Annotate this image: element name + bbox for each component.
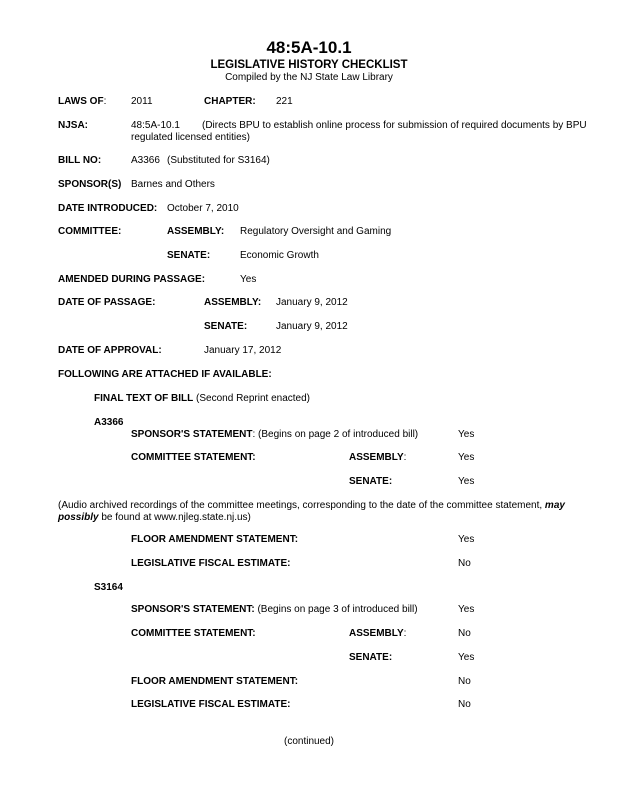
a3366-sponsor-value: Yes <box>458 429 475 440</box>
a3366-senate-label: SENATE: <box>349 476 393 487</box>
a3366-fiscal-value: No <box>458 558 471 569</box>
a3366-fiscal-label: LEGISLATIVE FISCAL ESTIMATE: <box>131 558 291 569</box>
s3164-assembly-label: ASSEMBLY: <box>349 628 407 639</box>
chapter-label: CHAPTER: <box>204 96 256 107</box>
amended-label: AMENDED DURING PASSAGE: <box>58 274 206 285</box>
bill-no-value: A3366 <box>131 155 160 166</box>
continued-footer: (continued) <box>283 736 335 747</box>
compiled-by: Compiled by the NJ State Law Library <box>225 72 393 83</box>
s3164-fiscal-value: No <box>458 699 471 710</box>
a3366-committee-label: COMMITTEE STATEMENT: <box>131 452 256 463</box>
approval-label: DATE OF APPROVAL: <box>58 345 162 356</box>
audio-note: (Audio archived recordings of the committee meetings, corresponding to the date of the committee statement, may possibly be found at www.njleg.state.nj.us) <box>58 500 565 523</box>
s3164-sponsor-statement: SPONSOR'S STATEMENT: (Begins on page 3 of introduced bill) <box>131 604 418 615</box>
laws-of-value: 2011 <box>131 96 153 107</box>
a3366-senate-value: Yes <box>458 476 475 487</box>
sponsors-value: Barnes and Others <box>131 179 215 190</box>
s3164-committee-label: COMMITTEE STATEMENT: <box>131 628 256 639</box>
committee-senate-value: Economic Growth <box>240 250 319 261</box>
a3366-floor-value: Yes <box>458 534 475 545</box>
s3164-heading: S3164 <box>94 582 123 593</box>
s3164-senate-value: Yes <box>458 652 475 663</box>
final-text-line: FINAL TEXT OF BILL (Second Reprint enacted) <box>94 393 311 404</box>
passage-senate-label: SENATE: <box>204 321 248 332</box>
date-introduced-label: DATE INTRODUCED: <box>58 203 158 214</box>
njsa-value: 48:5A-10.1 <box>131 120 180 131</box>
sponsors-label: SPONSOR(S) <box>58 179 122 190</box>
passage-assembly-value: January 9, 2012 <box>276 297 348 308</box>
s3164-fiscal-label: LEGISLATIVE FISCAL ESTIMATE: <box>131 699 291 710</box>
passage-senate-value: January 9, 2012 <box>276 321 348 332</box>
attached-heading: FOLLOWING ARE ATTACHED IF AVAILABLE: <box>58 369 272 380</box>
a3366-heading: A3366 <box>94 417 124 428</box>
s3164-senate-label: SENATE: <box>349 652 393 663</box>
passage-label: DATE OF PASSAGE: <box>58 297 156 308</box>
a3366-assembly-label: ASSEMBLY: <box>349 452 407 463</box>
s3164-floor-label: FLOOR AMENDMENT STATEMENT: <box>131 676 299 687</box>
date-introduced-value: October 7, 2010 <box>167 203 239 214</box>
s3164-assembly-value: No <box>458 628 471 639</box>
citation-title: 48:5A-10.1 <box>266 38 352 57</box>
a3366-floor-label: FLOOR AMENDMENT STATEMENT: <box>131 534 299 545</box>
a3366-sponsor-statement: SPONSOR'S STATEMENT: (Begins on page 2 of introduced bill) <box>131 429 419 440</box>
njsa-description: (Directs BPU to establish online process for submission of required documents by BPU regulated licensed entities) <box>131 120 587 143</box>
bill-no-note: (Substituted for S3164) <box>167 155 270 166</box>
laws-of-label: LAWS OF: <box>58 96 107 107</box>
s3164-floor-value: No <box>458 676 471 687</box>
committee-assembly-value: Regulatory Oversight and Gaming <box>240 226 392 237</box>
passage-assembly-label: ASSEMBLY: <box>204 297 262 308</box>
approval-value: January 17, 2012 <box>204 345 282 356</box>
checklist-title: LEGISLATIVE HISTORY CHECKLIST <box>210 59 408 71</box>
amended-value: Yes <box>240 274 257 285</box>
bill-no-label: BILL NO: <box>58 155 102 166</box>
committee-label: COMMITTEE: <box>58 226 122 237</box>
njsa-label: NJSA: <box>58 120 89 131</box>
a3366-assembly-value: Yes <box>458 452 475 463</box>
s3164-sponsor-value: Yes <box>458 604 475 615</box>
committee-senate-label: SENATE: <box>167 250 211 261</box>
chapter-value: 221 <box>276 96 293 107</box>
committee-assembly-label: ASSEMBLY: <box>167 226 225 237</box>
